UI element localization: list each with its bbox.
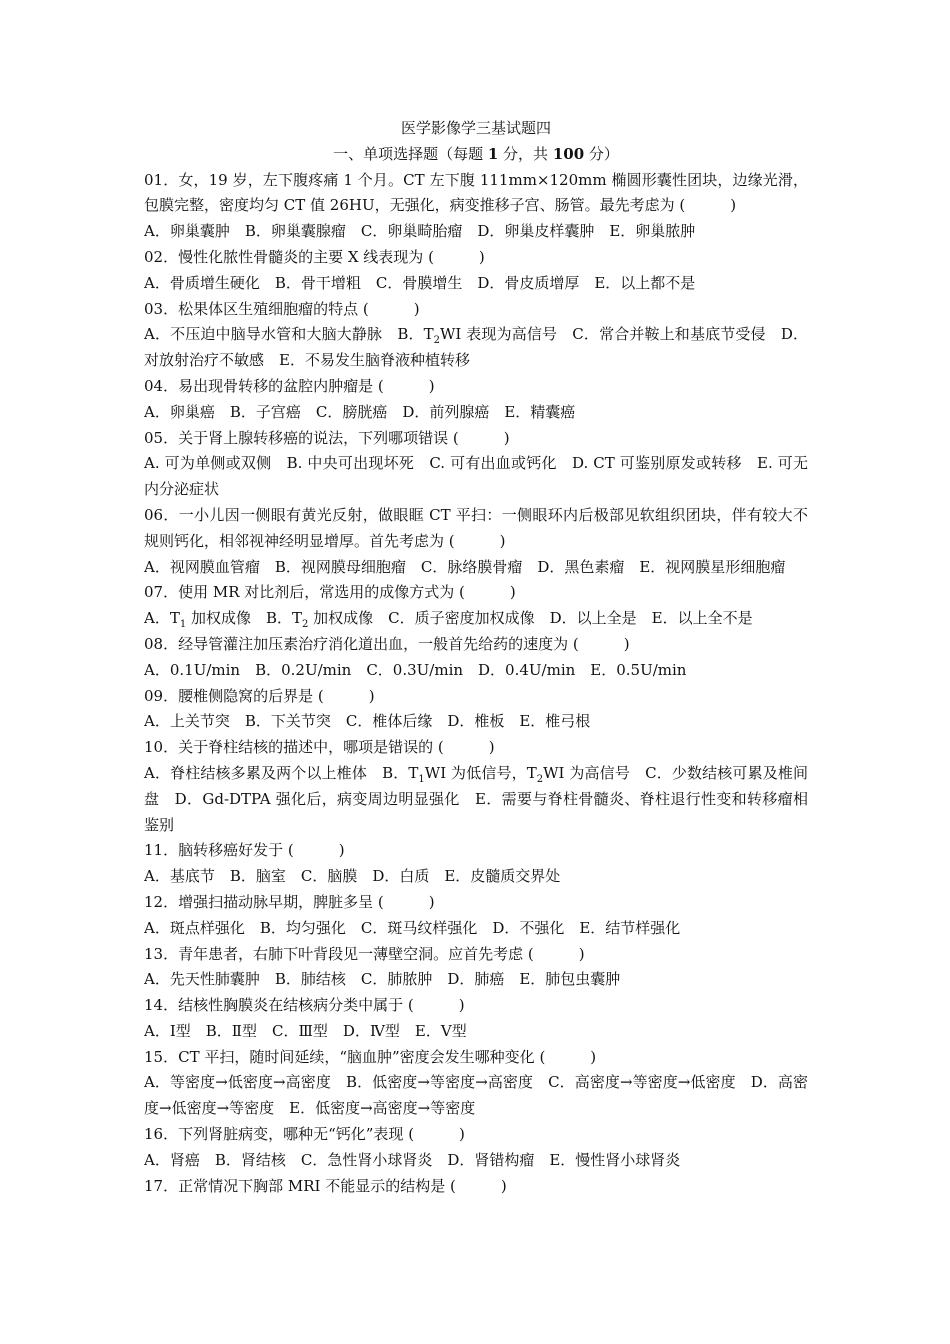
options-03: A．不压迫中脑导水管和大脑大静脉 B．$T_2WI$ 表现为高信号 C．常合并鞍上和基底节受侵 D．对放射治疗不敏感 E．不易发生脑脊液种植转移 (144, 325, 808, 370)
exam-page (144, 116, 808, 1199)
question-12: 12．增强扫描动脉早期，脾脏多呈 ( ) (144, 892, 435, 911)
question-14: 14．结核性胸膜炎在结核病分类中属于 ( ) (144, 996, 465, 1015)
options-16: A．肾癌 B．肾结核 C．急性肾小球肾炎 D．肾错构瘤 E．慢性肾小球肾炎 (144, 1150, 681, 1169)
options-09: A．上关节突 B．下关节突 C．椎体后缘 D．椎板 E．椎弓根 (144, 712, 591, 731)
options-01: A．卵巢囊肿 B．卵巢囊腺瘤 C．卵巢畸胎瘤 D．卵巢皮样囊肿 E．卵巢脓肿 (144, 222, 696, 241)
question-16: 16．下列肾脏病变，哪种无“钙化”表现 ( ) (144, 1125, 465, 1144)
page-title: 医学影像学三基试题四 (400, 119, 551, 137)
options-10: A．脊柱结核多累及两个以上椎体 B．$T_1WI$ 为低信号，$T_2WI$ 为高信号 C．少数结核可累及椎间盘 D．Gd-DTPA 强化后，病变周边明显强化 E．需要与脊柱骨髓炎、脊柱退行性变和转移瘤相鉴别 (144, 763, 808, 834)
options-11: A．基底节 B．脑室 C．脑膜 D．白质 E．皮髓质交界处 (144, 867, 561, 886)
question-09: 09．腰椎侧隐窝的后界是 ( ) (144, 686, 375, 705)
question-02: 02．慢性化脓性骨髓炎的主要 X 线表现为 ( ) (144, 247, 485, 266)
section-heading: 一、单项选择题（每题 1 分，共 100 分） (333, 144, 619, 163)
question-08: 08．经导管灌注加压素治疗消化道出血，一般首先给药的速度为 ( ) (144, 634, 630, 653)
options-14: A．Ⅰ型 B．Ⅱ型 C．Ⅲ型 D．Ⅳ型 E．Ⅴ型 (144, 1021, 467, 1040)
options-13: A．先天性肺囊肿 B．肺结核 C．肺脓肿 D．肺癌 E．肺包虫囊肿 (144, 970, 621, 989)
options-04: A．卵巢癌 B．子宫癌 C．膀胱癌 D．前列腺癌 E．精囊癌 (144, 402, 576, 421)
question-01: 01．女，19 岁，左下腹疼痛 1 个月。CT 左下腹 111mm×120mm 椭圆形囊性团块，边缘光滑，包膜完整，密度均匀 CT 值 26HU，无强化，病变推移子宫、肠管。最先考虑为 ( ) (144, 170, 808, 215)
question-05: 05．关于肾上腺转移癌的说法，下列哪项错误 ( ) (144, 428, 510, 447)
question-03: 03．松果体区生殖细胞瘤的特点 ( ) (144, 299, 420, 318)
options-02: A．骨质增生硬化 B．骨干增粗 C．骨膜增生 D．骨皮质增厚 E．以上都不是 (144, 273, 696, 292)
options-15: A．等密度→低密度→高密度 B．低密度→等密度→高密度 C．高密度→等密度→低密度 D．高密度→低密度→等密度 E．低密度→高密度→等密度 (144, 1073, 808, 1118)
question-15: 15．CT 平扫，随时间延续，“脑血肿”密度会发生哪种变化 ( ) (144, 1047, 597, 1066)
question-04: 04．易出现骨转移的盆腔内肿瘤是 ( ) (144, 376, 435, 395)
question-10: 10．关于脊柱结核的描述中，哪项是错误的 ( ) (144, 738, 495, 757)
options-08: A．0.1U/min B．0.2U/min C．0.3U/min D．0.4U/min E．0.5U/min (144, 660, 687, 679)
question-17: 17．正常情况下胸部 MRI 不能显示的结构是 ( ) (144, 1176, 507, 1195)
question-06: 06．一小儿因一侧眼有黄光反射，做眼眶 CT 平扫：一侧眼环内后极部见软组织团块，伴有较大不规则钙化，相邻视神经明显增厚。首先考虑为 ( ) (144, 505, 808, 550)
options-12: A．斑点样强化 B．均匀强化 C．斑马纹样强化 D．不强化 E．结节样强化 (144, 918, 681, 937)
question-07: 07．使用 MR 对比剂后，常选用的成像方式为 ( ) (144, 583, 516, 602)
options-05: A. 可为单侧或双侧 B. 中央可出现坏死 C. 可有出血或钙化 D. CT 可鉴别原发或转移 E. 可无内分泌症状 (144, 454, 808, 499)
options-06: A．视网膜血管瘤 B．视网膜母细胞瘤 C．脉络膜骨瘤 D．黑色素瘤 E．视网膜星形细胞瘤 (144, 557, 786, 576)
question-13: 13．青年患者，右肺下叶背段见一薄壁空洞。应首先考虑 ( ) (144, 944, 585, 963)
options-07: A．$T_1$ 加权成像 B．$T_2$ 加权成像 C．质子密度加权成像 D．以上全是 E．以上全不是 (144, 609, 753, 631)
question-11: 11．脑转移癌好发于 ( ) (144, 841, 345, 860)
